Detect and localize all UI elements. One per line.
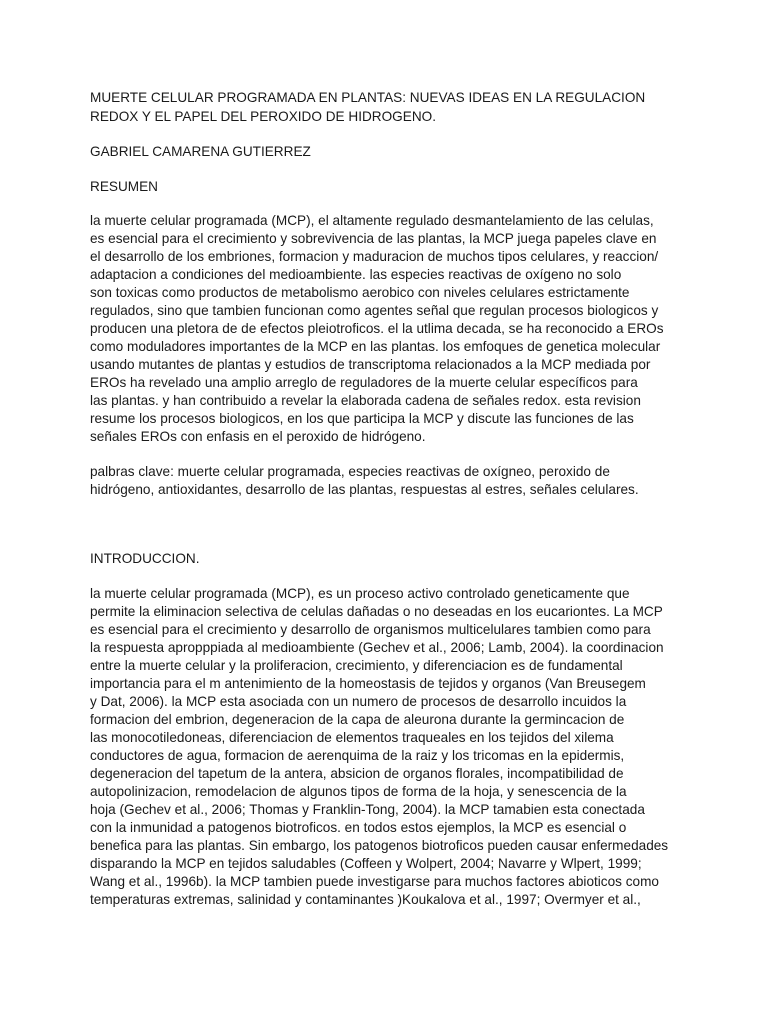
abstract-line: señales EROs con enfasis en el peroxido de hidrógeno.	[90, 429, 426, 444]
abstract-line: las plantas. y han contribuido a revelar la elaborada cadena de señales redox. esta revision	[90, 393, 641, 408]
intro-line: las monocotiledoneas, diferenciacion de elementos traqueales en los tejidos del xilema	[90, 730, 614, 745]
intro-line: la muerte celular programada (MCP), es un proceso activo controlado geneticamente que	[90, 586, 630, 601]
intro-line: disparando la MCP en tejidos saludables (Coffeen y Wolpert, 2004; Navarre y Wlpert, 1999;	[90, 856, 642, 871]
intro-line: Wang et al., 1996b). la MCP tambien puede investigarse para muchos factores abioticos como	[90, 874, 659, 889]
intro-line: es esencial para el crecimiento y desarrollo de organismos multicelulares tambien como para	[90, 622, 651, 637]
author-name: GABRIEL CAMARENA GUTIERREZ	[90, 144, 311, 159]
title-line-1: MUERTE CELULAR PROGRAMADA EN PLANTAS: NUEVAS IDEAS EN LA REGULACION	[90, 90, 646, 105]
abstract-line: producen una pletora de de efectos pleiotroficos. el la utlima decada, se ha reconocido a EROs	[90, 321, 664, 336]
abstract-line: resume los procesos biologicos, en los que participa la MCP y discute las funciones de las	[90, 411, 634, 426]
intro-line: y Dat, 2006). la MCP esta asociada con un numero de procesos de desarrollo incuidos la	[90, 694, 627, 709]
intro-heading: INTRODUCCION.	[90, 551, 200, 566]
abstract-line: usando mutantes de plantas y estudios de transcriptoma relacionados a la MCP mediada por	[90, 357, 651, 372]
intro-line: permite la eliminacion selectiva de celulas dañadas o no deseadas en los eucariontes. La MCP	[90, 604, 663, 619]
abstract-line: adaptacion a condiciones del medioambiente. las especies reactivas de oxígeno no solo	[90, 267, 622, 282]
intro-line: entre la muerte celular y la proliferacion, crecimiento, y diferenciacion es de fundamental	[90, 658, 623, 673]
abstract-line: el desarrollo de los embriones, formacion y maduracion de muchos tipos celulares, y reaccion/	[90, 249, 659, 264]
abstract-line: EROs ha revelado una amplio arreglo de reguladores de la muerte celular específicos para	[90, 375, 638, 390]
abstract-line: la muerte celular programada (MCP), el altamente regulado desmantelamiento de las celulas,	[90, 213, 654, 228]
intro-line: benefica para las plantas. Sin embargo, los patogenos biotroficos pueden causar enfermedades	[90, 838, 669, 853]
keywords-line: hidrógeno, antioxidantes, desarrollo de las plantas, respuestas al estres, señales celulares.	[90, 482, 639, 497]
intro-line: importancia para el m antenimiento de la homeostasis de tejidos y organos (Van Breusegem	[90, 676, 646, 691]
title-line-2: REDOX Y EL PAPEL DEL PEROXIDO DE HIDROGENO.	[90, 109, 436, 124]
abstract-heading: RESUMEN	[90, 179, 158, 194]
keywords-line: palbras clave: muerte celular programada, especies reactivas de oxígneo, peroxido de	[90, 464, 610, 479]
intro-line: con la inmunidad a patogenos biotroficos. en todos estos ejemplos, la MCP es esencial o	[90, 820, 627, 835]
abstract-line: regulados, sino que tambien funcionan como agentes señal que regulan procesos biologicos y	[90, 303, 659, 318]
intro-line: hoja (Gechev et al., 2006; Thomas y Franklin-Tong, 2004). la MCP tamabien esta conectada	[90, 802, 645, 817]
abstract-line: es esencial para el crecimiento y sobrevivencia de las plantas, la MCP juega papeles clave en	[90, 231, 657, 246]
intro-line: autopolinizacion, remodelacion de algunos tipos de forma de la hoja, y senescencia de la	[90, 784, 627, 799]
abstract-line: son toxicas como productos de metabolismo aerobico con niveles celulares estrictamente	[90, 285, 630, 300]
intro-line: temperaturas extremas, salinidad y contaminantes )Koukalova et al., 1997; Overmyer et al.,	[90, 892, 641, 907]
abstract-line: como moduladores importantes de la MCP en las plantas. los emfoques de genetica molecular	[90, 339, 661, 354]
intro-line: degeneracion del tapetum de la antera, absicion de organos florales, incompatibilidad de	[90, 766, 624, 781]
intro-line: la respuesta apropppiada al medioambiente (Gechev et al., 2006; Lamb, 2004). la coordinacion	[90, 640, 664, 655]
intro-line: formacion del embrion, degeneracion de la capa de aleurona durante la germincacion de	[90, 712, 625, 727]
intro-line: conductores de agua, formacion de aerenquima de la raiz y los tricomas en la epidermis,	[90, 748, 625, 763]
